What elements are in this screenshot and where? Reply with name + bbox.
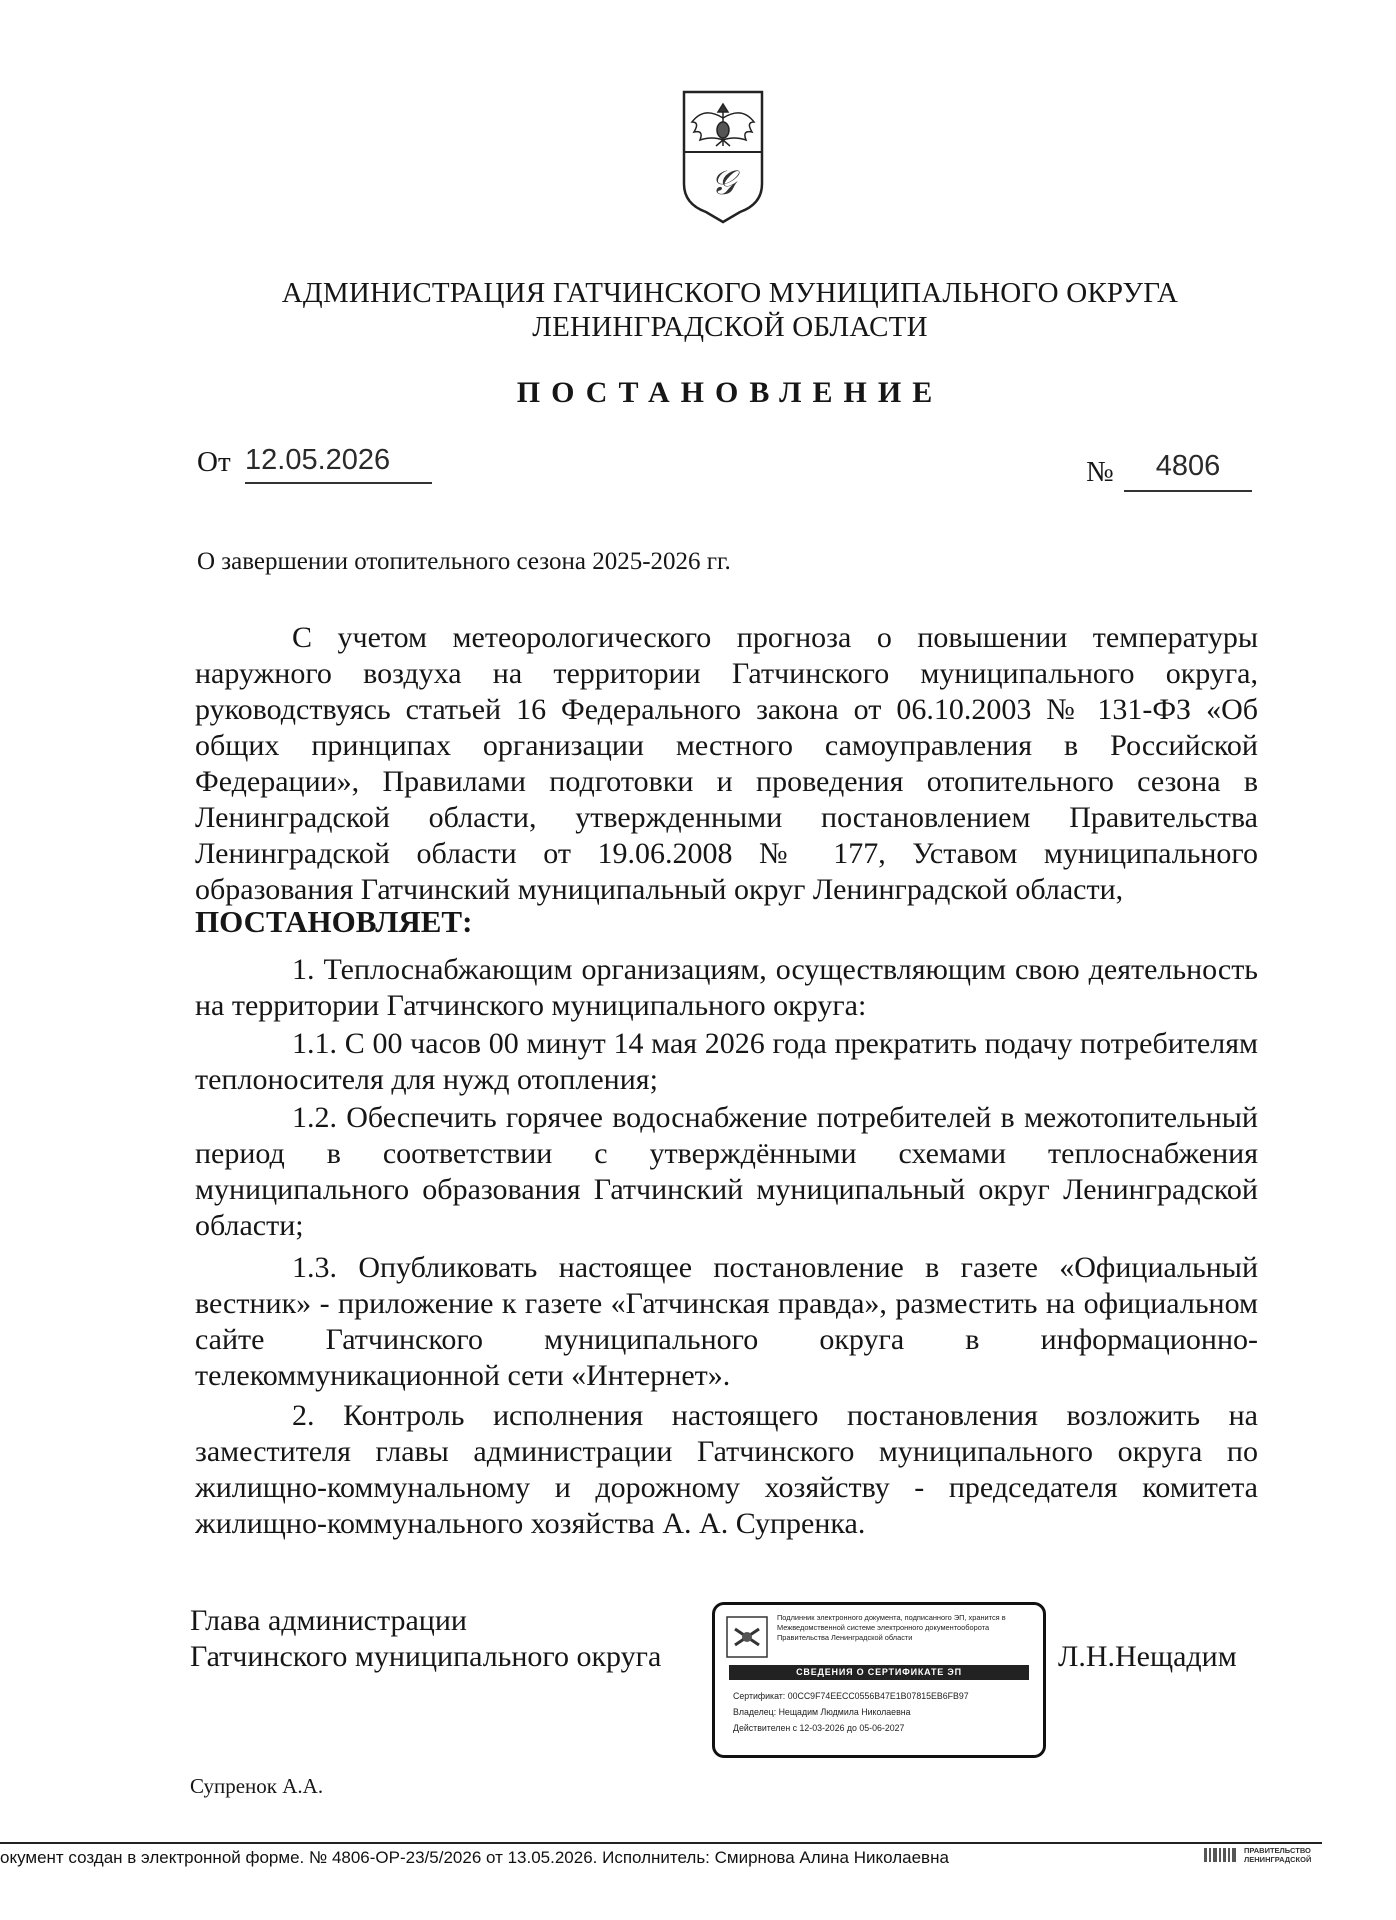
- certificate-validity: Действителен с 12-03-2026 до 05-06-2027: [733, 1723, 905, 1733]
- number-label: №: [1086, 456, 1114, 488]
- coat-of-arms-emblem: [680, 88, 766, 228]
- footer-divider: [0, 1842, 1322, 1844]
- signer-name: Л.Н.Нещадим: [1058, 1640, 1237, 1673]
- decree-word: ПОСТАНОВЛЯЕТ:: [195, 904, 473, 939]
- date-label: От: [197, 446, 231, 478]
- item-1-2: [195, 1100, 1258, 1244]
- svg-text:𝒢: 𝒢: [710, 163, 736, 203]
- certificate-owner: Владелец: Нещадим Людмила Николаевна: [733, 1707, 911, 1717]
- executor-name: Супренок А.А.: [190, 1774, 324, 1798]
- number-field: [1124, 450, 1252, 492]
- organization-name-line-1: АДМИНИСТРАЦИЯ ГАТЧИНСКОГО МУНИЦИПАЛЬНОГО ОКРУГА: [281, 277, 1179, 309]
- document-type-heading: ПОСТАНОВЛЕНИЕ: [516, 376, 944, 409]
- government-crest-icon: [725, 1615, 769, 1659]
- item-1-3-text: 1.3. Опубликовать настоящее постановление в газете «Официальный вестник» - приложение к газете «Гатчинская правда», разместить на официальном сайте Гатчинского муниципального округа в информационно-телекоммуникационной сети «Интернет».: [195, 1251, 1258, 1392]
- footer-registration-text: окумент создан в электронной форме. № 4806-ОР-23/5/2026 от 13.05.2026. Исполнитель: Смирнова Алина Николаевна: [0, 1848, 949, 1867]
- certificate-header: СВЕДЕНИЯ О СЕРТИФИКАТЕ ЭП: [729, 1665, 1029, 1680]
- preamble-text: С учетом метеорологического прогноза о повышении температуры наружного воздуха на территории Гатчинского муниципального округа, руководствуясь статьей 16 Федерального закона от 06.10.2003 № 131-ФЗ «Об общих принципах организации местного самоуправления в Российской Федерации», Правилами подготовки и проведения отопительного сезона в Ленинградской области, утвержденными постановлением Правительства Ленинградской области от 19.06.2008 № 177, Уставом муниципального образования Гатчинский муниципальный округ Ленинградской области,: [195, 621, 1258, 906]
- footer-logo-text-2: ЛЕНИНГРАДСКОЙ: [1244, 1855, 1312, 1864]
- certificate-note: Подлинник электронного документа, подписанного ЭП, хранится в Межведомственной системе электронного документооборота Правительства Ленинградской области: [777, 1613, 1006, 1642]
- signer-title-line-2: Гатчинского муниципального округа: [190, 1640, 662, 1673]
- document-subject: О завершении отопительного сезона 2025-2026 гг.: [197, 548, 731, 575]
- number-value: 4806: [1155, 450, 1221, 482]
- electronic-signature-stamp: [712, 1602, 1046, 1758]
- signer-title-line-1: Глава администрации: [190, 1604, 467, 1637]
- item-1-1-text: 1.1. С 00 часов 00 минут 14 мая 2026 года прекратить подачу потребителям теплоносителя для нужд отопления;: [195, 1027, 1258, 1096]
- item-2-text: 2. Контроль исполнения настоящего постановления возложить на заместителя главы администрации Гатчинского муниципального округа по жилищно-коммунальному и дорожному хозяйству - председателя комитета жилищно-коммунального хозяйства А. А. Супренка.: [195, 1399, 1258, 1540]
- preamble-paragraph: [195, 620, 1258, 908]
- barcode-icon: [1204, 1848, 1238, 1862]
- footer-logo-text-1: ПРАВИТЕЛЬСТВО: [1244, 1846, 1311, 1855]
- item-1-2-text: 1.2. Обеспечить горячее водоснабжение потребителей в межотопительный период в соответствии с утверждёнными схемами теплоснабжения муниципального образования Гатчинский муниципальный округ Ленинградской области;: [195, 1101, 1258, 1242]
- organization-name-line-2: ЛЕНИНГРАДСКОЙ ОБЛАСТИ: [532, 311, 928, 343]
- footer-logo-text: [1244, 1846, 1312, 1864]
- item-1-3: [195, 1250, 1258, 1394]
- date-value: 12.05.2026: [245, 444, 391, 476]
- item-1-1: [195, 1026, 1258, 1098]
- item-1: [195, 952, 1258, 1024]
- certificate-serial: Сертификат: 00CC9F74EECC0556B47E1B07815EB6FB97: [733, 1691, 969, 1701]
- item-2: [195, 1398, 1258, 1542]
- date-field: [245, 444, 432, 484]
- item-1-text: 1. Теплоснабжающим организациям, осуществляющим свою деятельность на территории Гатчинского муниципального округа:: [195, 953, 1258, 1022]
